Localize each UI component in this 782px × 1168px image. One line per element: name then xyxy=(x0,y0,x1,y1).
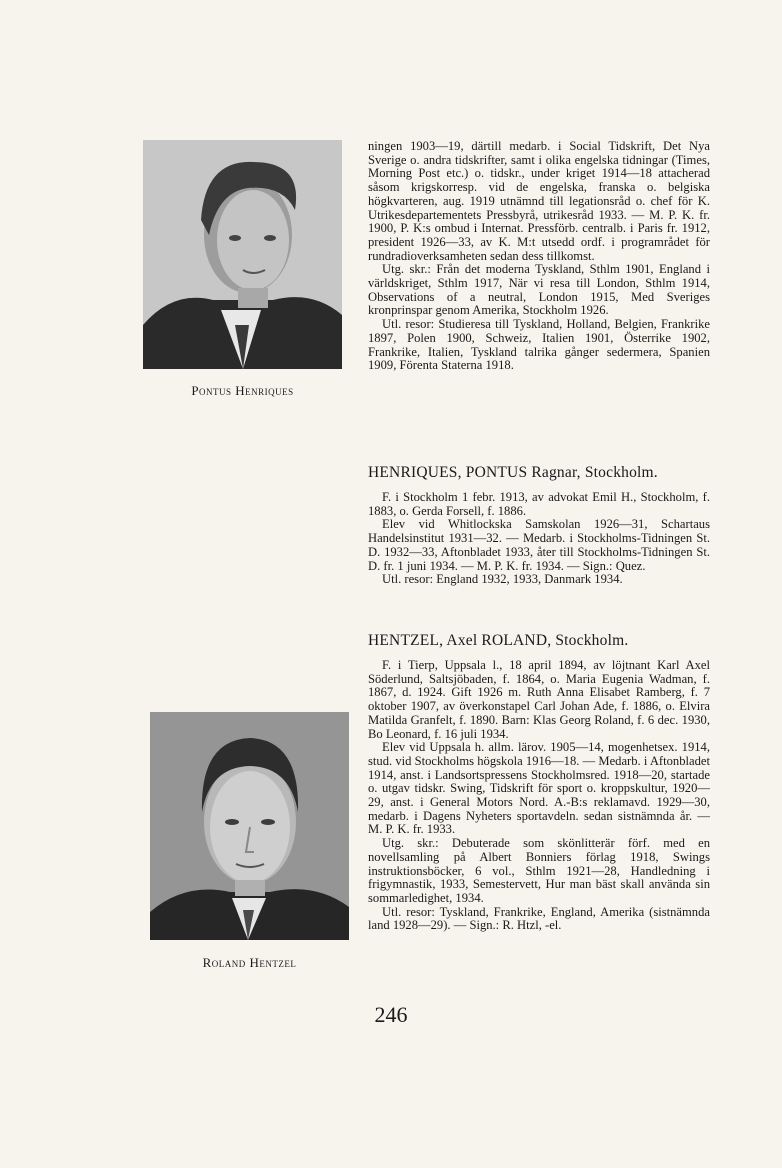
entry-heading-hentzel: HENTZEL, Axel ROLAND, Stockholm. xyxy=(368,632,629,649)
continuation-paragraph: ningen 1903—19, därtill medarb. i Social Tidskrift, Det Nya Sverige o. andra tidskrifter, samt i olika engelska tidningar (Times, Morning Post etc.) o. tidskr., under kriget 1914—18 attacherad såsom krigskorresp. vid de engelska, franska o. belgiska högkvarteren, aug. 1919 utnämnd till legationsråd o. chef för K. Utrikesdepartementets Pressbyrå, utrikesråd 1933. — M. P. K. fr. 1900, P. K:s ombud i Internat. Pressförb. centralb. i Paris fr. 1912, president 1926—33, av K. M:t utsedd ordf. i programrådet för rundradioverksamheten sedan dess tillkomst. xyxy=(368,139,710,263)
page-number: 246 xyxy=(374,1002,408,1027)
entry-paragraph: Utl. resor: England 1932, 1933, Danmark 1934. xyxy=(382,572,623,587)
entry-text-henriques xyxy=(368,491,710,587)
entry-text-hentzel xyxy=(368,659,710,933)
entry-paragraph: F. i Stockholm 1 febr. 1913, av advokat Emil H., Stockholm, f. 1883, o. Gerda Forsell, f. 1886. xyxy=(368,490,710,518)
photo-caption-pontus-henriques: Pontus Henriques xyxy=(191,383,294,398)
entry-paragraph: Elev vid Whitlockska Samskolan 1926—31, Schartaus Handelsinstitut 1931—32. — Medarb. i Stockholms-Tidningen St. D. 1932—33, Aftonbladet 1933, åter till Stockholms-Tidningen St. D. fr. 1 juni 1934. — M. P. K. fr. 1934. — Sign.: Quez. xyxy=(368,517,710,573)
portrait-photo-pontus-henriques xyxy=(143,140,342,369)
entry-paragraph: Utl. resor: Tyskland, Frankrike, England, Amerika (sistnämnda land 1928—29). — Sign.: R. Htzl, -el. xyxy=(368,904,710,933)
entry-paragraph: F. i Tierp, Uppsala l., 18 april 1894, av löjtnant Karl Axel Söderlund, Saltsjöbaden, f. 1864, o. Maria Eugenia Wadman, f. 1867, d. 1924. Gift 1926 m. Ruth Anna Elisabet Ramberg, f. 7 oktober 1907, av överkonstapel Carl Johan Ade, f. 1886, o. Elvira Matilda Granfelt, f. 1890. Barn: Klas Georg Roland, f. 6 dec. 1930, Bo Leonard, f. 16 juli 1934. xyxy=(368,658,710,741)
entry-paragraph: Utg. skr.: Debuterade som skönlitterär förf. med en novellsamling på Albert Bonniers förlag 1918, Swings instruktionsböcker, 6 vol., Sthlm 1921—28, Handledning i frigymnastik, 1933, Semestervett, Hur man bäst skall använda sin sommarledighet, 1934. xyxy=(368,836,710,905)
entry-heading-henriques: HENRIQUES, PONTUS Ragnar, Stockholm. xyxy=(368,464,658,481)
continuation-paragraph: Utg. skr.: Från det moderna Tyskland, Sthlm 1901, England i världskriget, Sthlm 1917, När vi resa till London, Sthlm 1914, Observations of a neutral, London 1915, Med Sveriges kronprinspar genom Amerika, Stockholm 1926. xyxy=(368,262,710,318)
continuation-paragraph: Utl. resor: Studieresa till Tyskland, Holland, Belgien, Frankrike 1897, Polen 1900, Schweiz, Italien 1901, Österrike 1902, Frankrike, Italien, Tyskland talrika gånger sedermera, Spanien 1909, Förenta Staterna 1918. xyxy=(368,317,710,373)
entry-paragraph: Elev vid Uppsala h. allm. lärov. 1905—14, mogenhetsex. 1914, stud. vid Stockholms högskola 1916—18. — Medarb. i Aftonbladet 1914, anst. i Landsortspressens Stockholmsred. 1918—20, startade o. utgav tidskr. Swing, Tidskrift för sport o. kroppskultur, 1920—29, anst. i General Motors Nord. A.-B:s reklamavd. 1929—30, medarb. i Dagens Nyheters sportavdeln. sedan sistnämnda år. — M. P. K. fr. 1933. xyxy=(368,740,710,837)
portrait-photo-roland-hentzel xyxy=(150,712,349,940)
photo-caption-roland-hentzel: Roland Hentzel xyxy=(202,955,297,970)
continuation-text xyxy=(368,140,710,373)
